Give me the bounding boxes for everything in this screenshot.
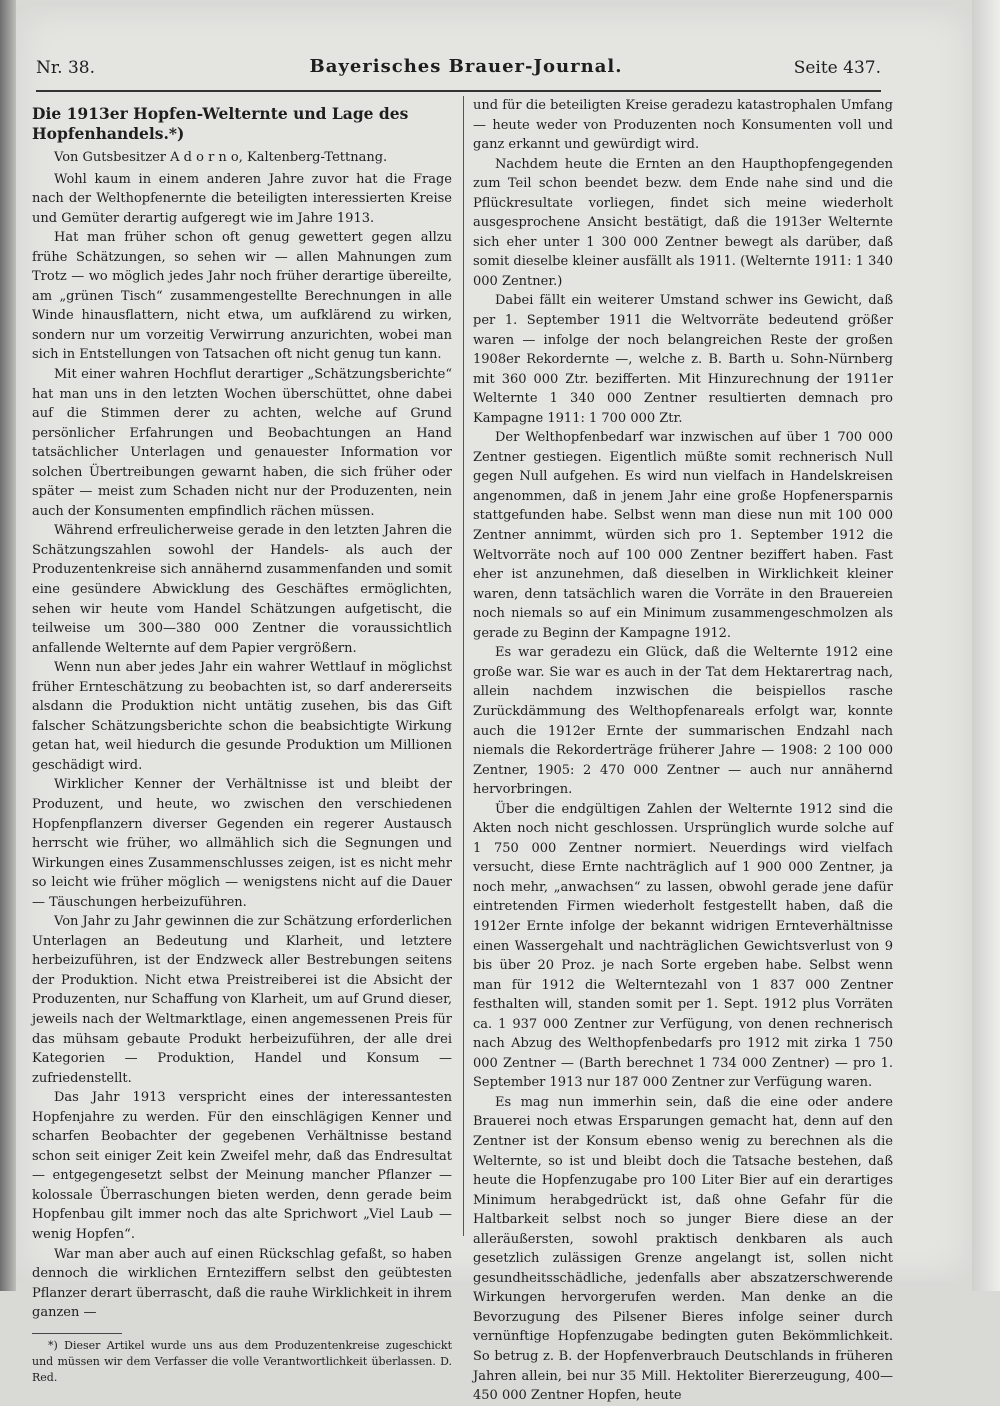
paragraph: Es war geradezu ein Glück, daß die Welternte 1912 eine große war. Sie war es auch in der Tat dem Hektarertrag nach, allein nachdem inzwischen die beispiellos rasche Zurückdämmung des Welthopfenareals erfolgt war, konnte auch die 1912er Ernte der summarischen Endzahl nach niemals die Rekorderträge früherer Jahre — 1908: 2 100 000 Zentner, 1905: 2 470 000 Zentner — auch nur annähernd hervorbringen.: [473, 645, 893, 798]
column-divider: [463, 96, 464, 1236]
page-header: [36, 58, 881, 88]
paragraph: Wirklicher Kenner der Verhältnisse ist und bleibt der Produzent, und heute, wo zwischen den verschiedenen Hopfenpflanzern diverser Gegenden ein regerer Austausch herrscht wie früher, wo allmählich sich die Segnungen und Wirkungen eines Zusammenschlusses zeigen, ist es nicht mehr so leicht wie früher möglich — wenigstens nicht auf die Dauer — Täuschungen herbeizuführen.: [32, 777, 452, 910]
page-edge: [972, 0, 1000, 1291]
journal-title: Bayerisches Brauer-Journal.: [309, 56, 623, 77]
paragraph: Der Welthopfenbedarf war inzwischen auf über 1 700 000 Zentner gestiegen. Eigentlich müßte somit rechnerisch Null gegen Null aufgehen. Es wird nun vielfach in Handelskreisen angenommen, daß in jenem Jahr eine große Hopfenersparnis stattgefunden habe. Selbst wenn man diese nun mit 100 000 Zentner annimmt, würden sich pro 1. September 1912 die Weltvorräte noch auf 100 000 Zentner beziffert haben. Fast eher ist anzunehmen, daß dieselben in Wirklichkeit kleiner waren, denn tatsächlich waren die Vorräte in den Brauereien noch niemals so auf ein Minimum zusammengeschmolzen als gerade zu Beginn der Kampagne 1912.: [473, 430, 893, 641]
article-title: Die 1913er Hopfen-Welternte und Lage des Hopfenhandels.*): [32, 104, 409, 143]
issue-number: Nr. 38.: [36, 58, 95, 78]
paragraph: Dabei fällt ein weiterer Umstand schwer ins Gewicht, daß per 1. September 1911 die Weltvorräte bedeutend größer waren — infolge der noch belangreichen Reste der großen 1908er Rekordernte —, welche z. B. Barth u. Sohn-Nürnberg mit 360 000 Ztr. bezifferten. Mit Hinzurechnung der 1911er Welternte 1 340 000 Zentner resultierten demnach pro Kampagne 1911: 1 700 000 Ztr.: [473, 293, 893, 426]
left-column: [32, 96, 452, 1386]
paragraph: Wohl kaum in einem anderen Jahre zuvor hat die Frage nach der Welthopfenernte die beteiligten interessierten Kreise und Gemüter derartig aufgeregt wie im Jahre 1913.: [32, 171, 452, 226]
right-column: [473, 96, 893, 1406]
article-byline: Von Gutsbesitzer A d o r n o, Kaltenberg-Tettnang.: [54, 150, 388, 165]
paragraph: Über die endgültigen Zahlen der Welternte 1912 sind die Akten noch nicht geschlossen. Ursprünglich wurde solche auf 1 750 000 Zentner normiert. Neuerdings wird vielfach versucht, diese Ernte nachträglich auf 1 900 000 Zentner, ja noch mehr, „anwachsen“ zu lassen, obwohl gerade jene dafür eintretenden Firmen wiederholt festgestellt haben, daß die 1912er Ernte infolge der bekannt widrigen Ernteverhältnisse einen Wassergehalt und nachträglichen Gewichtsverlust von 9 bis über 20 Proz. je nach Sorte ergeben habe. Selbst wenn man für 1912 die Welterntezahl von 1 837 000 Zentner festhalten will, standen somit per 1. Sept. 1912 plus Vorräten ca. 1 937 000 Zentner zur Verfügung, von denen rechnerisch nach Abzug des Welthopfenbedarfs pro 1912 mit zirka 1 750 000 Zentner — (Barth berechnet 1 734 000 Zentner) — pro 1. September 1913 nur 187 000 Zentner zur Verfügung waren.: [473, 801, 893, 1091]
paragraph: Hat man früher schon oft genug gewettert gegen allzu frühe Schätzungen, so sehen wir — allen Mahnungen zum Trotz — wo möglich jedes Jahr noch früher derartige übereilte, am „grünen Tisch“ zusammengestellte Berechnungen in alle Winde hinausflattern, nicht etwa, um aufklärend zu wirken, sondern nur um vorzeitig Verwirrung anzurichten, wobei man sich in Entstellungen von Tatsachen oft nicht genug tun kann.: [32, 230, 452, 363]
paragraph: Es mag nun immerhin sein, daß die eine oder andere Brauerei noch etwas Ersparungen gemacht hat, denn auf den Zentner ist der Konsum ebenso wenig zu berechnen als die Welternte, so ist und bleibt doch die Tatsache bestehen, daß heute die Hopfenzugabe pro 100 Liter Bier auf ein derartiges Minimum herabgedrückt ist, daß ohne Gefahr für die Haltbarkeit selbst noch so junger Biere diese an der alleräußersten, sowohl praktisch denkbaren als auch gesetzlich zulässigen Grenze angelangt ist, sollen nicht gesundheitsschädliche, jedenfalls aber abszatzerschwerende Wirkungen hervorgerufen werden. Man denke an die Bevorzugung des Pilsener Bieres infolge seiner durch vernünftige Hopfenzugabe bedingten guten Bekömmlichkeit. So betrug z. B. der Hopfenverbrauch Deutschlands in früheren Jahren allein, bei nur 35 Mill. Hektoliter Biererzeugung, 400—450 000 Zentner Hopfen, heute: [473, 1094, 893, 1404]
page-number: Seite 437.: [793, 58, 881, 78]
book-spine-shadow: [0, 0, 16, 1291]
paragraph: und für die beteiligten Kreise geradezu katastrophalen Umfang — heute weder von Produzenten noch Konsumenten voll und ganz erkannt und gewürdigt wird.: [473, 98, 893, 153]
paragraph: War man aber auch auf einen Rückschlag gefaßt, so haben dennoch die wirklichen Ernteziffern selbst den geübtesten Pflanzer derart überrascht, daß die rauhe Wirklichkeit in ihrem ganzen —: [32, 1246, 452, 1321]
header-rule: [36, 90, 881, 92]
right-paragraphs: [473, 96, 893, 1406]
left-paragraphs: [32, 170, 452, 1323]
paragraph: Von Jahr zu Jahr gewinnen die zur Schätzung erforderlichen Unterlagen an Bedeutung und Klarheit, und letztere herbeizuführen, ist der Endzweck aller Bestrebungen seitens der Produktion. Nicht etwa Preistreiberei ist die Absicht der Produzenten, nur Schaffung von Klarheit, um auf Grund dieser, jeweils nach der Weltmarktlage, einen angemessenen Preis für das mühsam gebaute Produkt herbeizuführen, der alle drei Kategorien — Produktion, Handel und Konsum — zufriedenstellt.: [32, 914, 452, 1086]
paragraph: Das Jahr 1913 verspricht eines der interessantesten Hopfenjahre zu werden. Für den einschlägigen Kenner und scharfen Beobachter der gegebenen Verhältnisse bestand schon seit einiger Zeit kein Zweifel mehr, daß das Endresultat — entgegengesetzt selbst der Meinung mancher Pflanzer — kolossale Überraschungen bieten werden, denn gerade beim Hopfenbau gilt immer noch das alte Sprichwort „Viel Laub — wenig Hopfen“.: [32, 1090, 452, 1243]
paragraph: Nachdem heute die Ernten an den Haupthopfengegenden zum Teil schon beendet bezw. dem Ende nahe sind und die Pflückresultate vorliegen, findet sich meine wiederholt ausgesprochene Ansicht bestätigt, daß die 1913er Welternte sich eher unter 1 300 000 Zentner bewegt als darüber, daß somit dieselbe kleiner ausfällt als 1911. (Welternte 1911: 1 340 000 Zentner.): [473, 156, 893, 289]
paragraph: Wenn nun aber jedes Jahr ein wahrer Wettlauf in möglichst früher Ernteschätzung zu beobachten ist, so darf andererseits alsdann die Produktion nicht untätig zusehen, bis das Gift falscher Schätzungsberichte schon die beabsichtigte Wirkung getan hat, weil hiedurch die gesunde Produktion um Millionen geschädigt wird.: [32, 660, 452, 773]
footnote-rule: [32, 1333, 122, 1334]
paragraph: Während erfreulicherweise gerade in den letzten Jahren die Schätzungszahlen sowohl der Handels- als auch der Produzentenkreise sich annähernd zusammenfanden und somit eine gesündere Abwicklung des Geschäftes ermöglichten, sehen wir heute vom Handel Schätzungen aufgetischt, die teilweise um 300—380 000 Zentner die voraussichtlich anfallende Welternte auf dem Papier vergrößern.: [32, 523, 452, 656]
paragraph: Mit einer wahren Hochflut derartiger „Schätzungsberichte“ hat man uns in den letzten Wochen überschüttet, ohne dabei auf die Stimmen derer zu achten, welche auf Grund persönlicher Erfahrungen und Beobachtungen an Hand tatsächlicher Unterlagen und genauester Information vor solchen Übertreibungen gewarnt haben, die sich früher oder später — meist zum Schaden nicht nur der Produzenten, nein auch der Konsumenten empfindlich rächen müssen.: [32, 366, 452, 519]
footnote: *) Dieser Artikel wurde uns aus dem Produzentenkreise zugeschickt und müssen wir dem Verfasser die volle Verantwortlichkeit überlassen. D. Red.: [32, 1338, 452, 1384]
